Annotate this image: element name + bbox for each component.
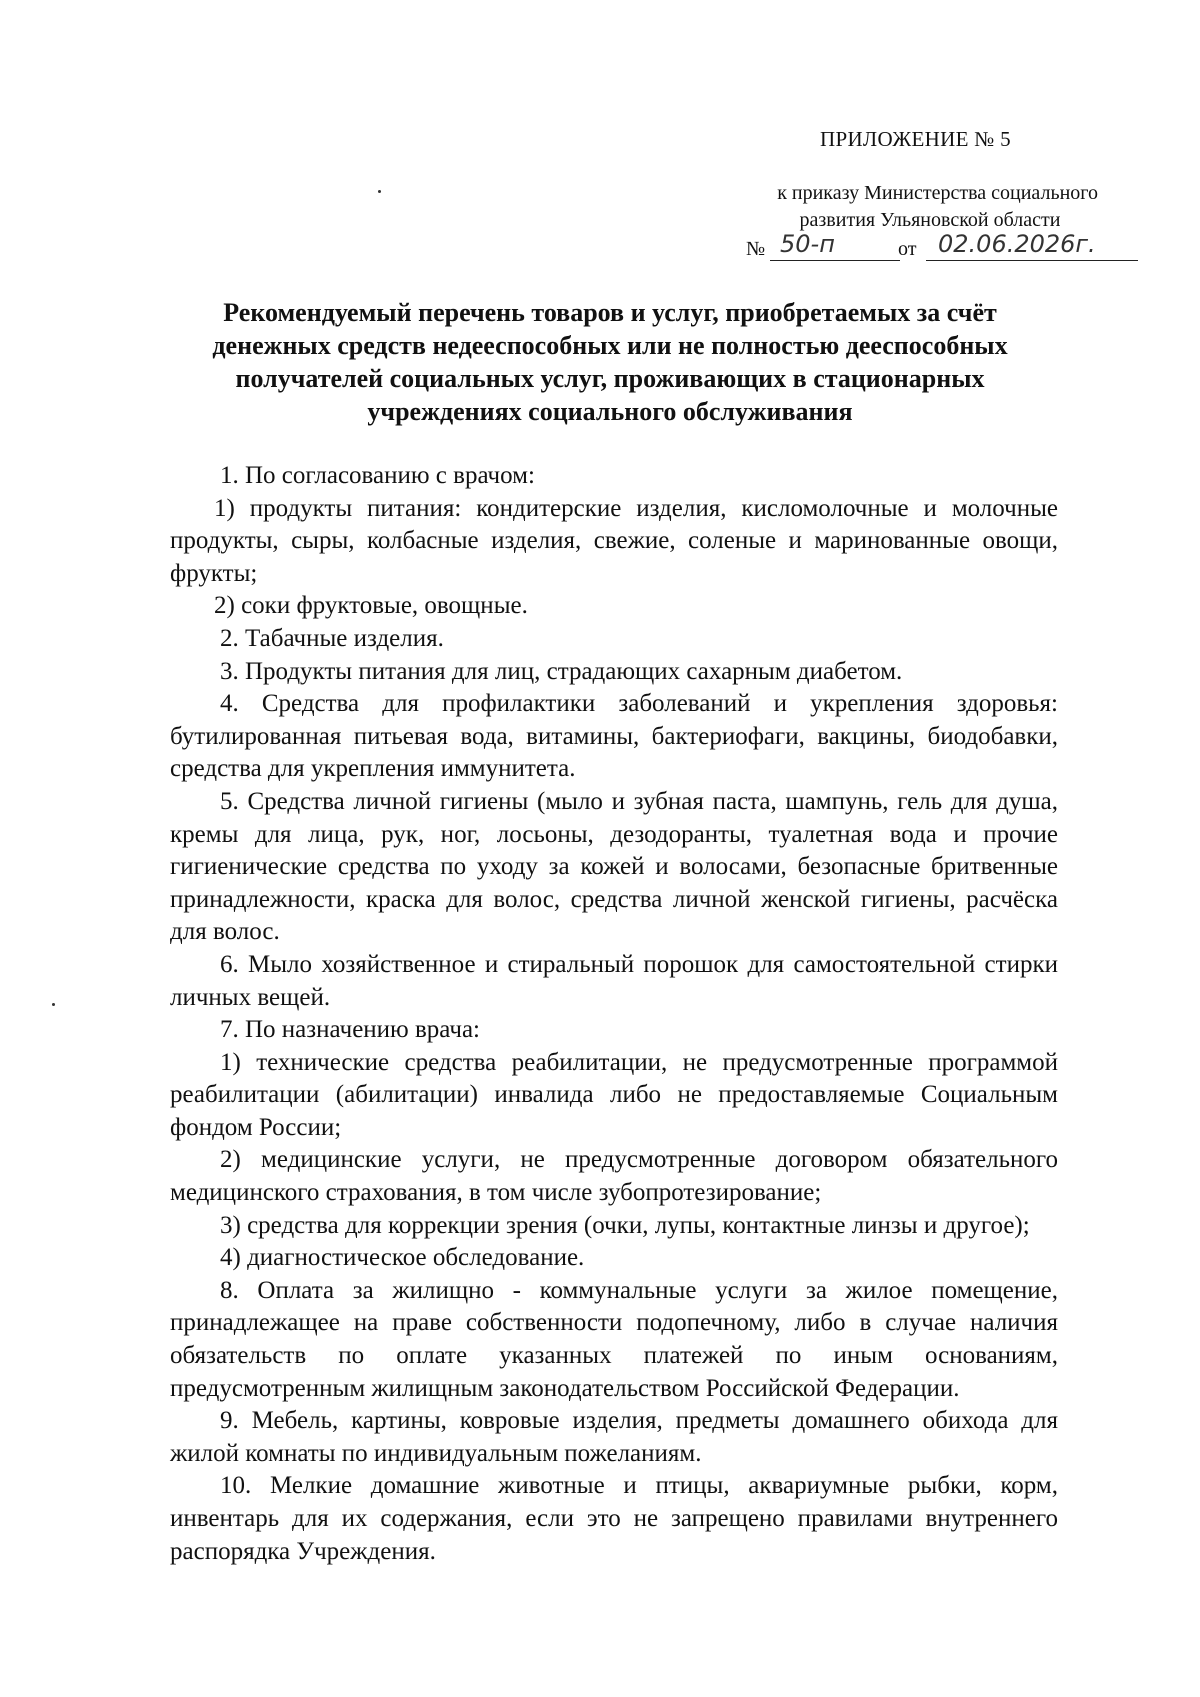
order-number-date [730, 230, 1110, 266]
scan-speck [52, 1003, 55, 1006]
list-item: 9. Мебель, картины, ковровые изделия, предметы домашнего обихода для жилой комнаты по индивидуальным пожеланиям. [170, 1407, 1058, 1467]
list-item: 6. Мыло хозяйственное и стиральный порошок для самостоятельной стирки личных вещей. [170, 950, 1058, 1011]
order-reference [730, 180, 1110, 266]
annex-number: ПРИЛОЖЕНИЕ № 5 [820, 127, 1011, 151]
date-label: от [898, 238, 917, 260]
list-item: 1) технические средства реабилитации, не предусмотренные программой реабилитации (абилитации) инвалида либо не предоставляемые Социальным фондом России; [170, 1048, 1058, 1141]
document-body [170, 460, 1058, 1568]
list-item: 4. Средства для профилактики заболеваний и укрепления здоровья: бутилированная питьевая вода, витамины, бактериофаги, вакцины, биодобавки, средства для укрепления иммунитета. [170, 690, 1058, 783]
scan-speck [378, 190, 381, 193]
list-item: 10. Мелкие домашние животные и птицы, аквариумные рыбки, корм, инвентарь для их содержания, если это не запрещено правилами внутреннего распорядка Учреждения. [170, 1472, 1058, 1565]
list-item: 3) средства для коррекции зрения (очки, лупы, контактные линзы и другое); [220, 1211, 1030, 1239]
list-item: 1. По согласованию с врачом: [220, 462, 535, 489]
list-item: 4) диагностическое обследование. [220, 1244, 585, 1272]
order-date-handwritten: 02.06.2026г. [926, 228, 1138, 261]
list-item: 5. Средства личной гигиены (мыло и зубная паста, шампунь, гель для душа, кремы для лица, рук, ног, лосьоны, дезодоранты, туалетная вода и прочие гигиенические средства по уходу за кожей и волосами, безопасные бритвенные принадлежности, краска для волос, средства личной женской гигиены, расчёска для волос. [170, 787, 1058, 946]
list-item: 2. Табачные изделия. [220, 624, 444, 652]
list-item: 2) соки фруктовые, овощные. [214, 592, 528, 620]
list-item: 2) медицинские услуги, не предусмотренные договором обязательного медицинского страхования, в том числе зубопротезирование; [170, 1146, 1058, 1207]
document-title: Рекомендуемый перечень товаров и услуг, приобретаемых за счёт денежных средств недееспособных или не полностью дееспособных получателей социальных услуг, проживающих в стационарных учреждениях социального обслуживания [212, 298, 1008, 426]
list-item: 3. Продукты питания для лиц, страдающих сахарным диабетом. [220, 657, 903, 685]
order-number-handwritten: 50-п [770, 228, 900, 261]
order-line-2: развития Ульяновской области [799, 209, 1061, 231]
order-line-1: к приказу Министерства социального [777, 182, 1098, 204]
list-item: 8. Оплата за жилищно - коммунальные услуги за жилое помещение, принадлежащее на праве собственности подопечному, либо в случае наличия обязательств по оплате указанных платежей по иным основаниям, предусмотренным жилищным законодательством Российской Федерации. [170, 1276, 1058, 1402]
list-item: 7. По назначению врача: [220, 1016, 480, 1044]
list-item: 1) продукты питания: кондитерские изделия, кисломолочные и молочные продукты, сыры, колбасные изделия, свежие, соленые и маринованные овощи, фрукты; [170, 494, 1058, 587]
number-label: № [746, 238, 766, 260]
